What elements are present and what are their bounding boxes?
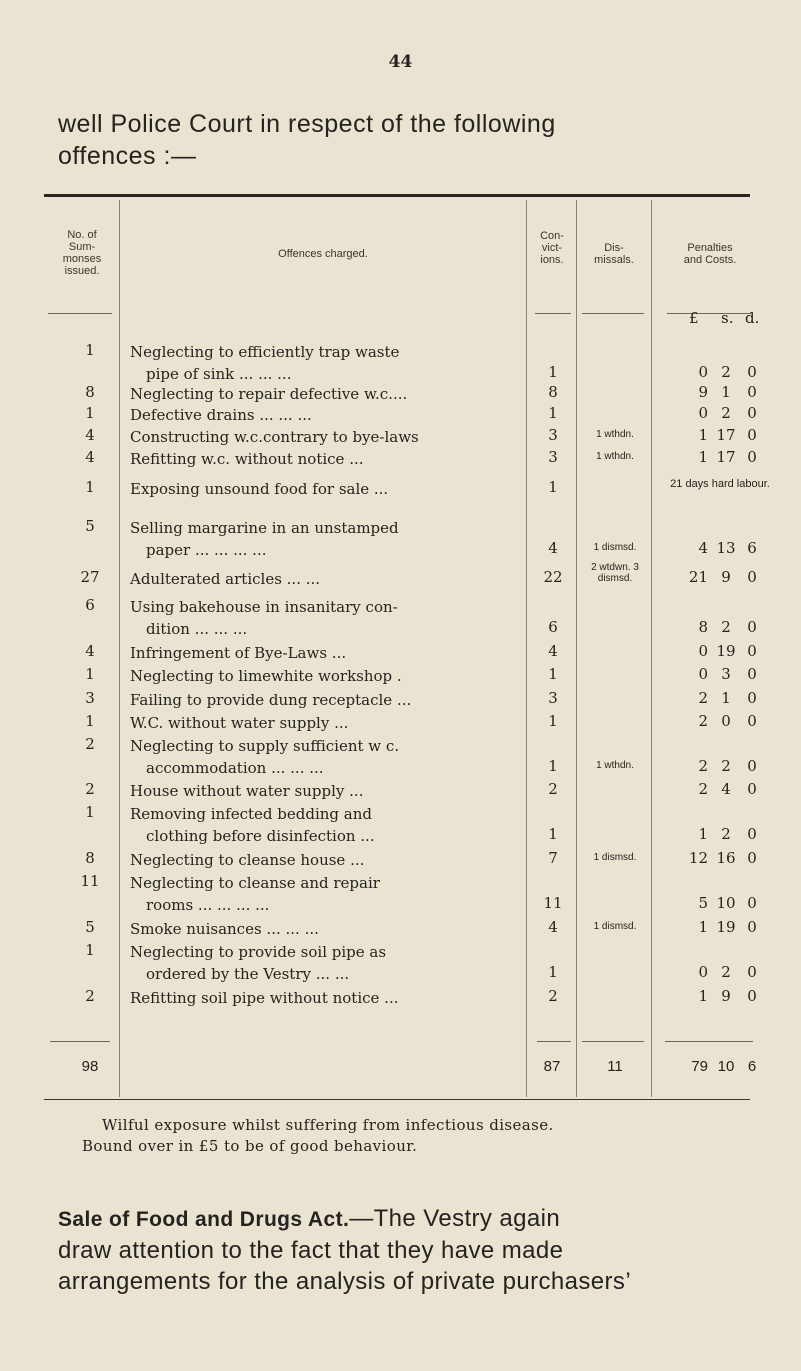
penalty-pence: 0 — [747, 568, 757, 586]
summonses-issued: 1 — [85, 712, 95, 730]
summonses-issued: 1 — [85, 404, 95, 422]
penalty-pence: 0 — [747, 987, 757, 1005]
offence-line: Neglecting to repair defective w.c.... — [130, 385, 408, 403]
penalty-pence: 0 — [747, 757, 757, 775]
offence-charged — [130, 404, 520, 426]
offence-charged — [130, 517, 520, 561]
convictions: 2 — [548, 780, 558, 798]
penalty-pence: 0 — [747, 780, 757, 798]
penalty-pence: 0 — [747, 894, 757, 912]
total-dismissals: 11 — [607, 1058, 623, 1075]
summonses-issued: 1 — [85, 478, 95, 496]
offence-line: Neglecting to efficiently trap waste — [130, 343, 400, 361]
penalty-pounds: 2 — [698, 780, 708, 798]
penalty-pence: 0 — [747, 383, 757, 401]
paragraph-line-3: arrangements for the analysis of private purchasers’ — [58, 1268, 632, 1295]
penalty-pence: 0 — [747, 448, 757, 466]
penalty-shillings: 19 — [716, 918, 736, 936]
offence-line: Exposing unsound food for sale ... — [130, 480, 389, 498]
header-summonses: No. of Sum- monses issued. — [62, 229, 102, 277]
penalty-pence: 0 — [747, 426, 757, 444]
convictions: 3 — [548, 448, 558, 466]
penalty-shillings: 1 — [721, 689, 731, 707]
convictions: 1 — [548, 757, 558, 775]
penalty-pounds: 0 — [698, 665, 708, 683]
penalty-pence: 0 — [747, 642, 757, 660]
penalty-pounds: 1 — [698, 426, 708, 444]
penalty-pounds: 2 — [698, 757, 708, 775]
offence-line: Refitting soil pipe without notice ... — [130, 989, 399, 1007]
convictions: 8 — [548, 383, 558, 401]
penalty-shillings: 2 — [721, 404, 731, 422]
offence-line: Infringement of Bye-Laws ... — [130, 644, 347, 662]
convictions: 1 — [548, 963, 558, 981]
summonses-issued: 3 — [85, 689, 95, 707]
summonses-issued: 8 — [85, 383, 95, 401]
offence-charged — [130, 665, 520, 687]
offence-line: dition ... ... ... — [146, 620, 248, 638]
dismissals: 2 wtdwn. 3 dismsd. — [591, 562, 639, 584]
penalty-pounds: 2 — [698, 712, 708, 730]
convictions: 3 — [548, 426, 558, 444]
penalty-pounds: 1 — [698, 918, 708, 936]
table-top-rule — [44, 194, 750, 197]
summonses-issued: 2 — [85, 780, 95, 798]
offence-line: clothing before disinfection ... — [146, 827, 375, 845]
summonses-issued: 4 — [85, 642, 95, 660]
penalty-shillings: 9 — [721, 987, 731, 1005]
summonses-issued: 1 — [85, 941, 95, 959]
offence-charged — [130, 642, 520, 664]
offence-line: pipe of sink ... ... ... — [146, 365, 292, 383]
offence-line: Selling margarine in an unstamped — [130, 519, 399, 537]
offence-line: Failing to provide dung receptacle ... — [130, 691, 412, 709]
penalty-shillings: 0 — [721, 712, 731, 730]
penalty-pence: 0 — [747, 618, 757, 636]
penalty-pounds: 0 — [698, 363, 708, 381]
summonses-issued: 11 — [80, 872, 100, 890]
paragraph-line-2: draw attention to the fact that they have made — [58, 1237, 564, 1264]
penalty-pounds: 8 — [698, 618, 708, 636]
paragraph-line-1: —The Vestry again — [349, 1205, 561, 1232]
offence-line: Adulterated articles ... ... — [130, 570, 321, 588]
convictions: 1 — [548, 404, 558, 422]
header-offences: Offences charged. — [278, 248, 368, 260]
penalty-shillings: 2 — [721, 363, 731, 381]
total-pounds: 79 — [691, 1058, 708, 1075]
offence-line: Neglecting to limewhite workshop . — [130, 667, 402, 685]
offence-charged — [130, 987, 520, 1009]
penalty-pence: 0 — [747, 665, 757, 683]
total-shillings: 10 — [717, 1058, 735, 1075]
summonses-issued: 4 — [85, 426, 95, 444]
offence-line: Neglecting to cleanse house ... — [130, 851, 365, 869]
summonses-issued: 5 — [85, 918, 95, 936]
offence-charged — [130, 780, 520, 802]
offence-line: Refitting w.c. without notice ... — [130, 450, 364, 468]
dismissals: 1 wthdn. — [596, 429, 634, 440]
intro-text — [58, 108, 758, 172]
offence-charged — [130, 383, 520, 405]
penalty-pence: 0 — [747, 963, 757, 981]
penalty-shillings: 10 — [716, 894, 736, 912]
convictions: 6 — [548, 618, 558, 636]
penalty-shillings: 2 — [721, 963, 731, 981]
dismissals: 1 dismsd. — [593, 852, 637, 863]
convictions: 1 — [548, 665, 558, 683]
penalty-pounds: 0 — [698, 963, 708, 981]
penalty-shillings: 1 — [721, 383, 731, 401]
section-paragraph — [58, 1203, 758, 1297]
penalty-shillings: 13 — [716, 539, 736, 557]
offence-charged — [130, 341, 520, 385]
offence-charged — [130, 568, 520, 590]
offence-charged — [130, 426, 520, 448]
convictions: 11 — [543, 894, 563, 912]
header-convictions: Con- vict- ions. — [540, 230, 564, 266]
intro-line-2: offences :— — [58, 142, 197, 170]
penalty-text: 21 days hard labour. — [670, 478, 770, 490]
offence-line: ordered by the Vestry ... ... — [146, 965, 350, 983]
offence-line: rooms ... ... ... ... — [146, 896, 270, 914]
penalty-pounds: 1 — [698, 825, 708, 843]
penalty-pounds: 2 — [698, 689, 708, 707]
offence-charged — [130, 735, 520, 779]
summonses-issued: 1 — [85, 341, 95, 359]
offence-charged — [130, 689, 520, 711]
summonses-issued: 5 — [85, 517, 95, 535]
total-convictions: 87 — [543, 1058, 561, 1075]
summonses-issued: 2 — [85, 987, 95, 1005]
convictions: 4 — [548, 918, 558, 936]
convictions: 7 — [548, 849, 558, 867]
penalty-pence: 6 — [747, 539, 757, 557]
convictions: 4 — [548, 539, 558, 557]
summonses-issued: 4 — [85, 448, 95, 466]
pounds-unit: £ — [689, 309, 699, 327]
offence-line: Neglecting to supply sufficient w c. — [130, 737, 400, 755]
offence-charged — [130, 941, 520, 985]
table-bottom-rule — [44, 1099, 750, 1100]
convictions: 3 — [548, 689, 558, 707]
convictions: 1 — [548, 825, 558, 843]
pence-unit: d. — [745, 309, 760, 327]
footnote-2: Bound over in £5 to be of good behaviour. — [82, 1137, 418, 1155]
penalty-shillings: 17 — [716, 448, 736, 466]
header-penalties: Penalties and Costs. — [683, 242, 737, 266]
dismissals: 1 wthdn. — [596, 760, 634, 771]
offence-line: Smoke nuisances ... ... ... — [130, 920, 319, 938]
penalty-shillings: 16 — [716, 849, 736, 867]
penalty-pence: 0 — [747, 363, 757, 381]
offence-charged — [130, 849, 520, 871]
dismissals: 1 dismsd. — [593, 921, 637, 932]
penalty-shillings: 3 — [721, 665, 731, 683]
penalty-pence: 0 — [747, 825, 757, 843]
penalty-pounds: 12 — [688, 849, 708, 867]
dismissals: 1 dismsd. — [593, 542, 637, 553]
penalty-pounds: 5 — [698, 894, 708, 912]
penalty-pence: 0 — [747, 404, 757, 422]
offence-charged — [130, 872, 520, 916]
section-heading: Sale of Food and Drugs Act. — [58, 1208, 350, 1231]
shillings-unit: s. — [721, 309, 734, 327]
offence-line: paper ... ... ... ... — [146, 541, 267, 559]
penalty-pence: 0 — [747, 918, 757, 936]
convictions: 1 — [548, 712, 558, 730]
header-dismissals: Dis- missals. — [594, 242, 634, 266]
offence-charged — [130, 596, 520, 640]
intro-line-1: well Police Court in respect of the following — [58, 110, 556, 138]
penalty-pounds: 0 — [698, 404, 708, 422]
offence-charged — [130, 803, 520, 847]
offence-charged — [130, 712, 520, 734]
offence-line: Removing infected bedding and — [130, 805, 373, 823]
offence-line: Defective drains ... ... ... — [130, 406, 312, 424]
penalty-shillings: 9 — [721, 568, 731, 586]
penalty-pence: 0 — [747, 689, 757, 707]
total-issued: 98 — [81, 1058, 99, 1075]
penalty-shillings: 2 — [721, 757, 731, 775]
penalty-pounds: 9 — [698, 383, 708, 401]
penalty-pounds: 21 — [688, 568, 708, 586]
penalty-pence: 0 — [747, 849, 757, 867]
penalty-pounds: 1 — [698, 448, 708, 466]
offence-charged — [130, 478, 520, 500]
penalty-pounds: 0 — [698, 642, 708, 660]
dismissals: 1 wthdn. — [596, 451, 634, 462]
offence-line: Neglecting to provide soil pipe as — [130, 943, 387, 961]
offence-charged — [130, 918, 520, 940]
penalty-shillings: 17 — [716, 426, 736, 444]
offence-line: House without water supply ... — [130, 782, 364, 800]
summonses-issued: 2 — [85, 735, 95, 753]
penalty-pounds: 4 — [698, 539, 708, 557]
offence-line: accommodation ... ... ... — [146, 759, 324, 777]
offence-line: Using bakehouse in insanitary con- — [130, 598, 398, 616]
penalty-shillings: 2 — [721, 825, 731, 843]
convictions: 1 — [548, 478, 558, 496]
convictions: 2 — [548, 987, 558, 1005]
summonses-issued: 6 — [85, 596, 95, 614]
summonses-issued: 27 — [80, 568, 100, 586]
summonses-issued: 8 — [85, 849, 95, 867]
convictions: 4 — [548, 642, 558, 660]
penalty-shillings: 4 — [721, 780, 731, 798]
offence-charged — [130, 448, 520, 470]
summonses-issued: 1 — [85, 665, 95, 683]
offence-line: Constructing w.c.contrary to bye-laws — [130, 428, 419, 446]
page-number: 44 — [388, 52, 413, 72]
offence-line: Neglecting to cleanse and repair — [130, 874, 380, 892]
penalty-shillings: 2 — [721, 618, 731, 636]
penalty-pence: 0 — [747, 712, 757, 730]
total-pence: 6 — [747, 1058, 757, 1075]
offence-line: W.C. without water supply ... — [130, 714, 349, 732]
convictions: 1 — [548, 363, 558, 381]
penalty-pounds: 1 — [698, 987, 708, 1005]
summonses-issued: 1 — [85, 803, 95, 821]
penalty-shillings: 19 — [716, 642, 736, 660]
convictions: 22 — [543, 568, 563, 586]
footnote-1: Wilful exposure whilst suffering from infectious disease. — [102, 1116, 554, 1134]
